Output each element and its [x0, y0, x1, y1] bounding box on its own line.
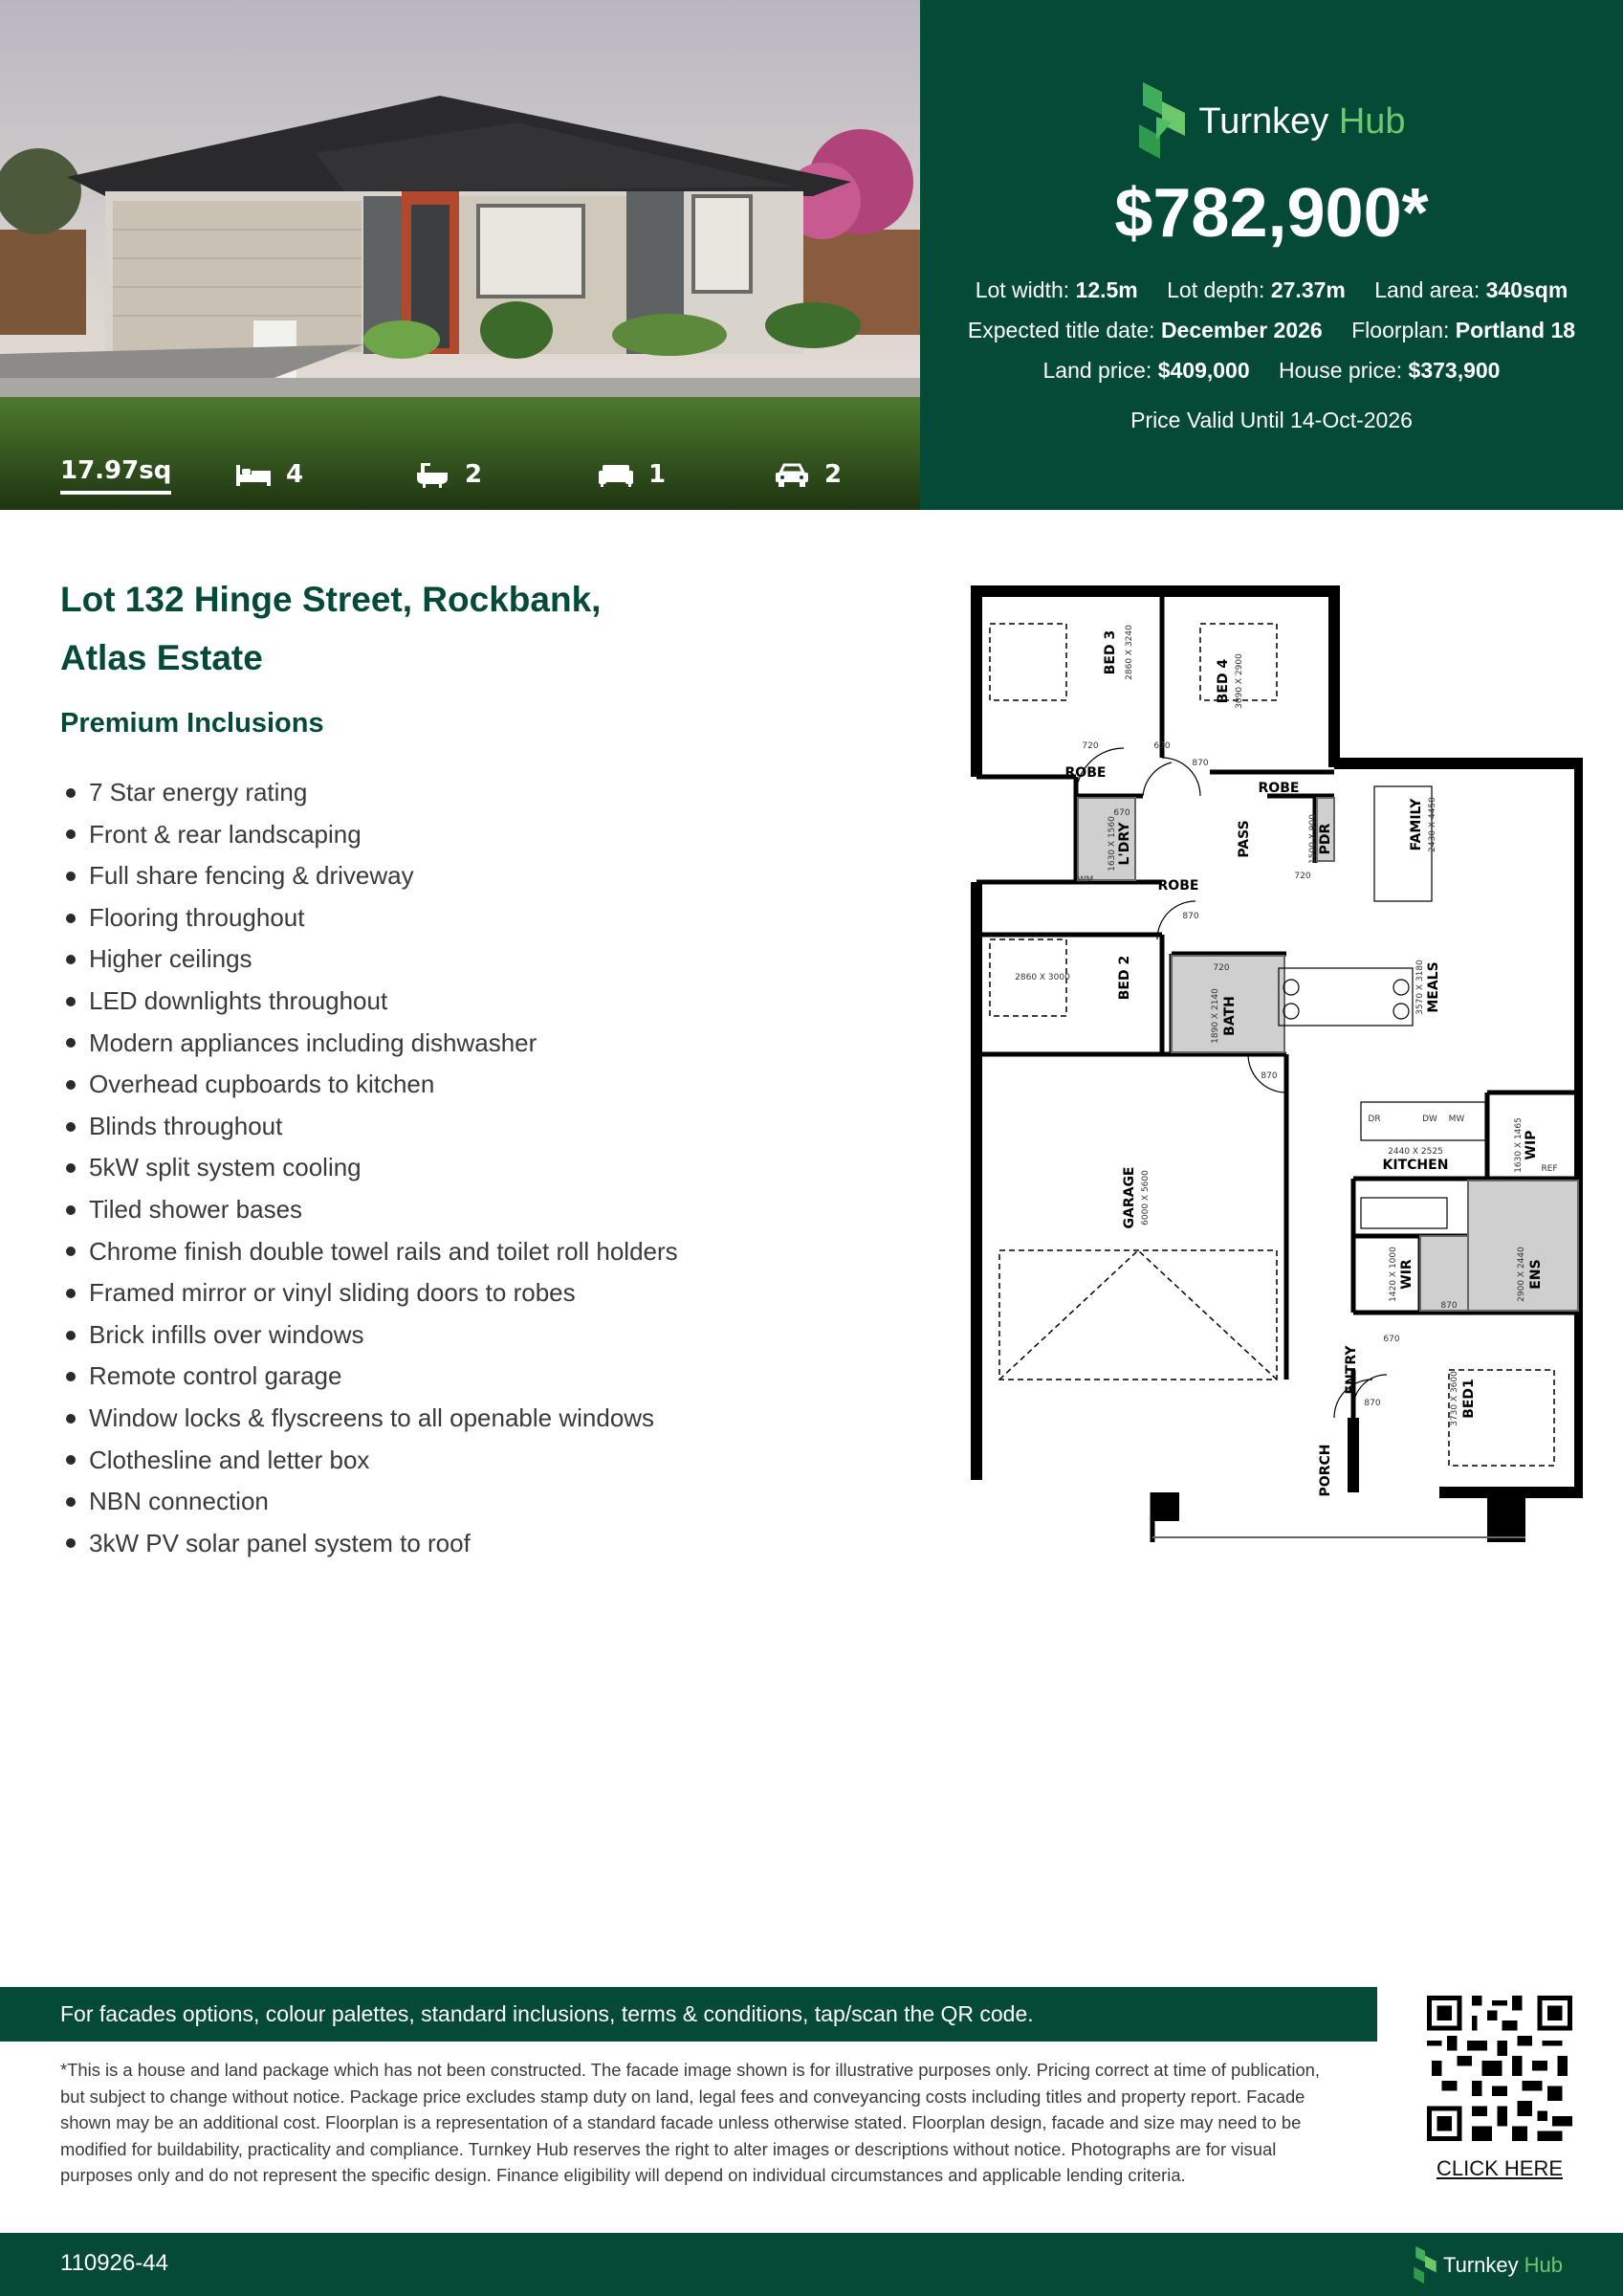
- turnkey-logo-icon: [1137, 82, 1187, 161]
- dim-bed1: 3730 X 3600: [1450, 1371, 1459, 1426]
- list-item: Tiled shower bases: [60, 1189, 678, 1231]
- brand-name: Turnkey Hub: [1198, 100, 1406, 142]
- door-width: 870: [1182, 912, 1199, 921]
- room-bed2: BED 2: [1117, 955, 1132, 1001]
- list-item: Window locks & flyscreens to all openable windows: [60, 1398, 678, 1440]
- list-item: Brick infills over windows: [60, 1314, 678, 1357]
- garage-stat: [773, 460, 842, 489]
- room-porch: PORCH: [1318, 1444, 1333, 1497]
- package-price: $782,900*: [1114, 175, 1429, 252]
- bath-icon: [413, 461, 451, 488]
- list-item: Modern appliances including dishwasher: [60, 1023, 678, 1065]
- list-item: 7 Star energy rating: [60, 772, 678, 814]
- door-width: 720: [1213, 963, 1230, 973]
- room-wir: WIR: [1399, 1259, 1415, 1290]
- door-width: 670: [1113, 808, 1130, 818]
- appliance-label: DW: [1422, 1115, 1437, 1124]
- dim-laundry: 1630 X 1560: [1108, 816, 1117, 872]
- appliance-label: MW: [1448, 1115, 1465, 1124]
- door-width: 870: [1364, 1399, 1381, 1408]
- room-kitchen: KITCHEN: [1382, 1158, 1449, 1173]
- list-item: NBN connection: [60, 1481, 678, 1523]
- room-bed1: BED1: [1461, 1379, 1477, 1419]
- inclusions-list: [60, 772, 678, 1564]
- room-wip: WIP: [1524, 1130, 1539, 1160]
- list-item: Framed mirror or vinyl sliding doors to robes: [60, 1272, 678, 1314]
- dim-pdr: 1500 X 900: [1308, 814, 1318, 864]
- door-width: 870: [1261, 1071, 1278, 1081]
- facade-image: [0, 0, 920, 510]
- list-item: Chrome finish double towel rails and toilet roll holders: [60, 1231, 678, 1273]
- room-pdr: PDR: [1318, 823, 1333, 855]
- door-width: 720: [1082, 741, 1099, 751]
- dim-kitchen: 2440 X 2525: [1388, 1147, 1443, 1157]
- list-item: LED downlights throughout: [60, 981, 678, 1023]
- price-panel: [920, 0, 1623, 510]
- room-meals: MEALS: [1426, 961, 1441, 1013]
- click-here-link[interactable]: CLICK HERE: [1436, 2156, 1564, 2180]
- bathrooms-stat: [413, 460, 482, 489]
- list-item: Remote control garage: [60, 1356, 678, 1398]
- appliance-label: REF: [1541, 1164, 1558, 1174]
- room-bed3: BED 3: [1103, 629, 1118, 675]
- spec-row-title: Expected title date: December 2026 Floorplan: Portland 18: [967, 318, 1576, 342]
- turnkey-logo-icon: [1413, 2246, 1437, 2285]
- room-entry: ENTRY: [1344, 1345, 1359, 1395]
- list-item: 5kW split system cooling: [60, 1147, 678, 1189]
- room-bath: BATH: [1222, 996, 1238, 1036]
- inclusions-heading: Premium Inclusions: [60, 708, 324, 739]
- qr-code[interactable]: [1427, 1996, 1572, 2141]
- footer-brand-logo: Turnkey Hub: [1413, 2246, 1563, 2285]
- room-laundry: L'DRY: [1117, 822, 1132, 866]
- room-robe-1: ROBE: [1064, 765, 1107, 781]
- bedrooms-count: 4: [286, 460, 304, 489]
- dim-wip: 1630 X 1465: [1514, 1117, 1524, 1173]
- list-item: Blinds throughout: [60, 1106, 678, 1148]
- address-line-1: Lot 132 Hinge Street, Rockbank,: [60, 580, 602, 619]
- room-bed4: BED 4: [1216, 658, 1231, 704]
- room-ens: ENS: [1528, 1259, 1544, 1290]
- dim-family: 2430 X 4450: [1428, 797, 1437, 852]
- dim-meals: 3570 X 3180: [1415, 960, 1425, 1015]
- spec-row-prices: Land price: $409,000 House price: $373,900: [1042, 358, 1501, 383]
- house-size: 17.97sq: [60, 456, 171, 495]
- reference-number: 110926-44: [60, 2250, 168, 2276]
- dim-ens: 2900 X 2440: [1517, 1247, 1526, 1302]
- garage-count: 2: [824, 460, 843, 489]
- list-item: Full share fencing & driveway: [60, 855, 678, 897]
- sofa-icon: [597, 461, 635, 488]
- door-width: 870: [1440, 1301, 1458, 1311]
- dim-bed4: 3090 X 2900: [1235, 653, 1244, 709]
- list-item: Clothesline and letter box: [60, 1440, 678, 1482]
- list-item: Higher ceilings: [60, 938, 678, 981]
- dim-wir: 1420 X 1000: [1389, 1247, 1398, 1302]
- room-family: FAMILY: [1409, 798, 1424, 851]
- dim-bed2: 2860 X 3000: [1015, 973, 1070, 982]
- list-item: 3kW PV solar panel system to roof: [60, 1523, 678, 1565]
- appliance-label: DR: [1368, 1115, 1381, 1124]
- brand-logo: [920, 82, 1623, 161]
- list-item: Front & rear landscaping: [60, 814, 678, 856]
- property-stats: [0, 441, 920, 510]
- floorplan: [971, 585, 1583, 1542]
- disclaimer-text: *This is a house and land package which has not been constructed. The facade image shown is for illustrative purposes only. Pricing correct at time of publication, but subject to change without notice. Package price excludes stamp duty on land, legal fees and conveyancing costs including titles and property report. Facade shown may be an additional cost. Floorplan is a representation of a standard facade unless otherwise stated. Floorplan design, facade and size may need to be modified for buildability, practicality and compliance. Turnkey Hub reserves the right to alter images or descriptions without notice. Photographs are for visual purposes only and do not represent the specific design. Finance eligibility will depend on individual circumstances and applicable lending criteria.: [60, 2060, 1321, 2185]
- room-garage: GARAGE: [1122, 1166, 1137, 1229]
- list-item: Overhead cupboards to kitchen: [60, 1064, 678, 1106]
- bedrooms-stat: [234, 460, 303, 489]
- spec-row-lot: Lot width: 12.5m Lot depth: 27.37m Land area: 340sqm: [975, 277, 1568, 302]
- dim-bed3: 2860 X 3240: [1125, 625, 1134, 680]
- door-width: 670: [1383, 1335, 1400, 1344]
- living-count: 1: [648, 460, 667, 489]
- footer: [0, 2233, 1623, 2296]
- room-robe-2: ROBE: [1258, 781, 1300, 796]
- car-icon: [773, 461, 811, 488]
- qr-banner: For facades options, colour palettes, standard inclusions, terms & conditions, tap/scan the QR code.: [0, 1987, 1377, 2042]
- dim-garage: 6000 X 5600: [1141, 1170, 1151, 1225]
- address-line-2: Atlas Estate: [60, 638, 263, 677]
- room-robe-3: ROBE: [1157, 878, 1199, 894]
- door-width: 870: [1192, 759, 1209, 768]
- bed-icon: [234, 461, 273, 488]
- living-stat: [597, 460, 666, 489]
- bathrooms-count: 2: [465, 460, 483, 489]
- room-pass: PASS: [1237, 820, 1252, 858]
- appliance-label: WM: [1077, 875, 1094, 885]
- door-width: 670: [1153, 741, 1171, 751]
- door-width: 720: [1294, 872, 1311, 881]
- list-item: Flooring throughout: [60, 897, 678, 939]
- dim-bath: 1890 X 2140: [1211, 988, 1220, 1044]
- price-valid-until: Price Valid Until 14-Oct-2026: [1130, 408, 1413, 432]
- property-address: [60, 570, 672, 687]
